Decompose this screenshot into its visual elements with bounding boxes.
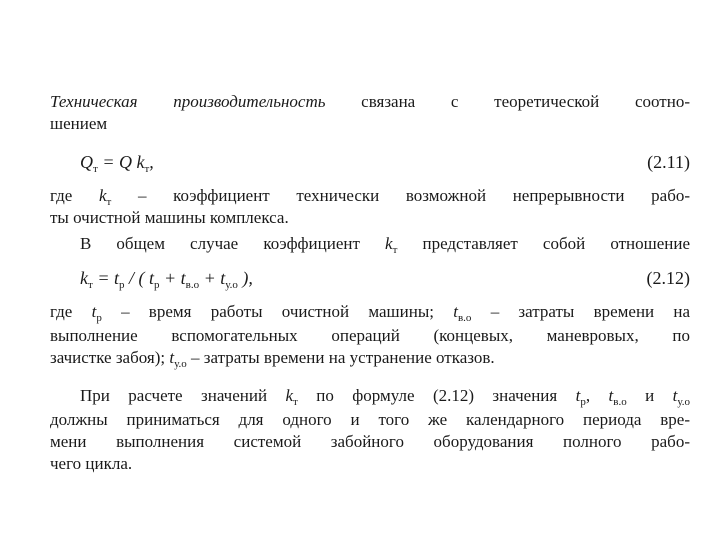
- para5-line2: должны приниматься для одного и того же календарного периода вре-: [50, 410, 690, 429]
- para1-line2: шением: [50, 114, 108, 133]
- para3-line1: В общем случае коэффициент $k_т$ представляет собой отношение: [80, 234, 690, 256]
- para5-line1: При расчете значений $k_т$ по формуле (2.12) значения $t_р$, $t_{в.о}$ и $t_{у.о}$: [80, 386, 691, 408]
- formula-2-12: $k_т = t_р$ / ( $t_р + t_{в.о} + t_{у.о}$ ), (2.12): [80, 268, 690, 291]
- formula-2-11: $Q_т = Q$ $k_т$, (2.11): [80, 152, 690, 175]
- para5-line3: мени выполнения системой забойного оборудования полного рабо-: [50, 432, 690, 451]
- para4-line1: где $t_р$ – время работы очистной машины; $t_{в.о}$ – затраты времени на: [50, 302, 691, 324]
- formula-number-2-12: (2.12): [646, 268, 690, 288]
- para1-line1: Техническая производительность связана с теоретической соотно-: [50, 92, 690, 111]
- formula-number-2-11: (2.11): [647, 152, 690, 172]
- para2-line1: где $k_т$ – коэффициент технически возможной непрерывности рабо-: [50, 186, 691, 208]
- para2-line2: ты очистной машины комплекса.: [50, 208, 289, 227]
- para4-line3: зачистке забоя); $t_{у.о}$ – затраты времени на устранение отказов.: [50, 348, 495, 370]
- para4-line2: выполнение вспомогательных операций (концевых, маневровых, по: [50, 326, 690, 345]
- term-technical-productivity: Техническая производительность: [50, 92, 326, 111]
- para5-line4: чего цикла.: [50, 454, 133, 473]
